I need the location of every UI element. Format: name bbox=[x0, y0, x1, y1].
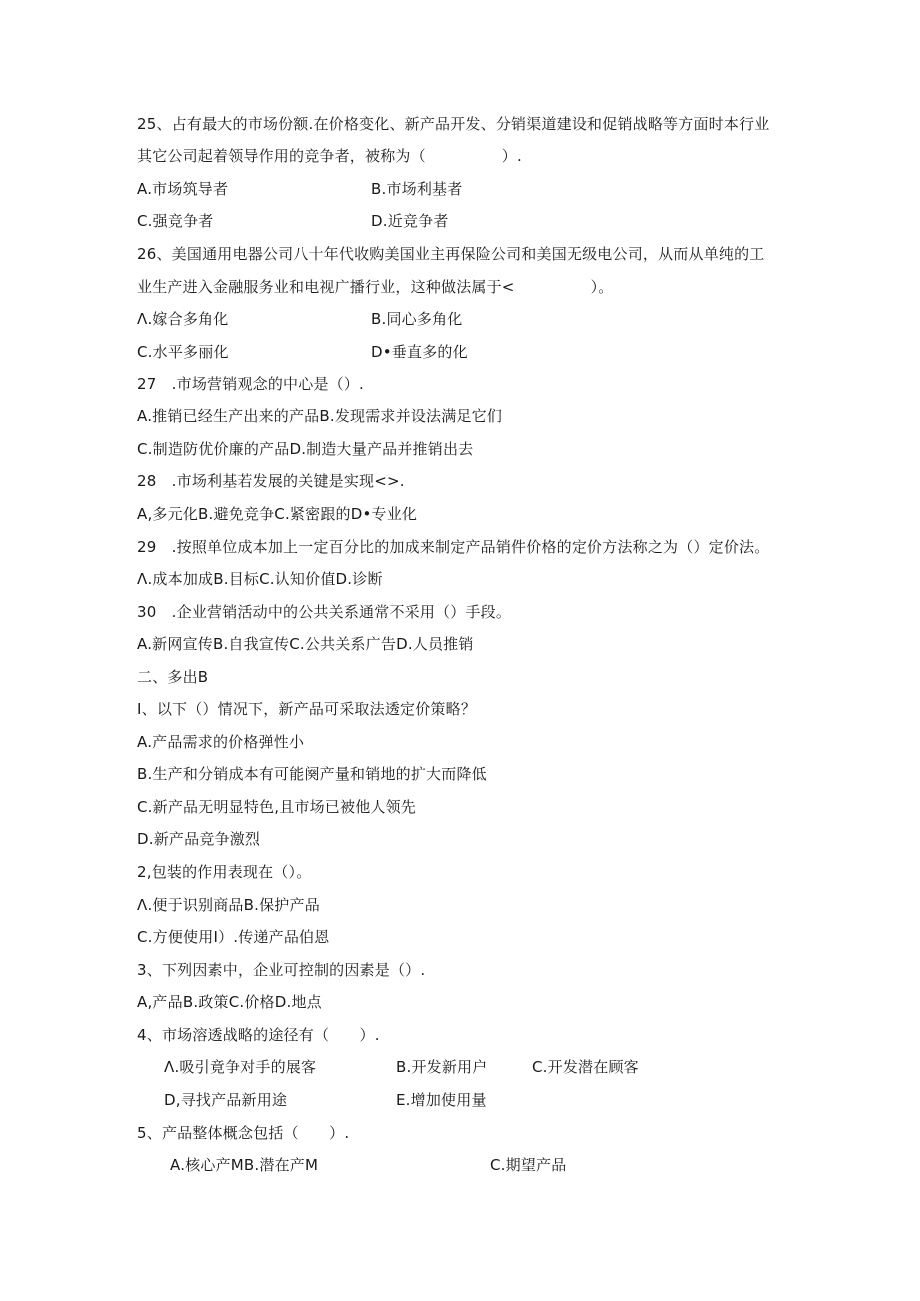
m1-stem: I、以下（）情况下，新产品可采取法透定价策略？ bbox=[137, 700, 477, 718]
q30-options: A.新网宣传B.自我宣传C.公共关系广告D.人员推销 bbox=[137, 635, 474, 653]
m4-stem: 4、市场溶透战略的途径有（ ）. bbox=[137, 1026, 380, 1044]
q26-option-c: C.水平多丽化 bbox=[137, 343, 229, 361]
section-title: 二、多出B bbox=[137, 668, 209, 686]
q25-stem-line2: 其它公司起着领导作用的竞争者，被称为（ ）. bbox=[137, 147, 522, 165]
m4-option-b: B.开发新用户 bbox=[396, 1058, 488, 1076]
m1-option-a: A.产品需求的价格弹性小 bbox=[137, 733, 305, 751]
m5-stem: 5、产品整体概念包括（ ）. bbox=[137, 1124, 350, 1142]
q27-stem: 27 .市场营销观念的中心是（）. bbox=[137, 375, 365, 393]
q26-stem-line2: 业生产进入金融服务业和电视广播行业，这种做法属于< ）。 bbox=[137, 278, 614, 296]
m4-option-a: Λ.吸引竟争对手的展客 bbox=[164, 1058, 317, 1076]
m5-option-ab: A.核心产MB.潜在产M bbox=[170, 1156, 319, 1174]
q26-option-a: Λ.嫁合多角化 bbox=[137, 310, 229, 328]
q30-stem: 30 .企业营销活动中的公共关系通常不采用（）手段。 bbox=[137, 603, 512, 621]
q26-option-d: D•垂直多的化 bbox=[371, 343, 468, 361]
q25-option-b: B.市场利基者 bbox=[371, 180, 463, 198]
m2-options-line2: C.方便使用I）.传递产品伯恩 bbox=[137, 928, 330, 946]
q26-stem-line1: 26、美国通用电器公司八十年代收购美国业主再保险公司和美国无级电公司，从而从单纯的工 bbox=[137, 245, 765, 263]
q25-option-a: A.市场筑导者 bbox=[137, 180, 229, 198]
m3-stem: 3、下列因素中，企业可控制的因素是（）. bbox=[137, 961, 426, 979]
q27-options-line2: C.制造防优价廉的产品D.制造大量产品并推销出去 bbox=[137, 440, 474, 458]
q25-option-c: C.强竞争者 bbox=[137, 212, 214, 230]
q27-options-line1: A.推销已经生产出来的产品B.发现需求并设法满足它们 bbox=[137, 407, 503, 425]
q25-option-d: D.近竞争者 bbox=[371, 212, 449, 230]
m1-option-d: D.新产品竞争激烈 bbox=[137, 830, 261, 848]
q29-stem: 29 .按照单位成本加上一定百分比的加成来制定产品销件价格的定价方法称之为（）定价法。 bbox=[137, 538, 770, 556]
q25-stem-line1: 25、占有最大的市场份额.在价格变化、新产品开发、分销渠道建设和促销战略等方面时本行业 bbox=[137, 115, 770, 133]
m4-option-c: C.开发潜在顾客 bbox=[532, 1058, 639, 1076]
m3-options: A,产品B.政策C.价格D.地点 bbox=[137, 993, 322, 1011]
m4-option-d: D,寻找产品新用途 bbox=[164, 1091, 288, 1109]
m2-options-line1: Λ.便于识别商品B.保护产品 bbox=[137, 896, 320, 914]
q28-stem: 28 .市场利基若发展的关键是实现<>. bbox=[137, 472, 405, 490]
m2-stem: 2,包装的作用表现在（）。 bbox=[137, 863, 312, 881]
m4-option-e: E.增加使用量 bbox=[396, 1091, 487, 1109]
q28-options: A,多元化B.避免竞争C.紧密跟的D•专业化 bbox=[137, 505, 418, 523]
m1-option-c: C.新产品无明显特色,且市场已被他人领先 bbox=[137, 798, 417, 816]
m1-option-b: B.生产和分销成本有可能阕产量和销地的扩大而降低 bbox=[137, 765, 487, 783]
q29-options: Λ.成本加成B.目标C.认知价值D.诊断 bbox=[137, 570, 383, 588]
m5-option-c: C.期望产品 bbox=[490, 1156, 567, 1174]
q26-option-b: B.同心多角化 bbox=[371, 310, 463, 328]
